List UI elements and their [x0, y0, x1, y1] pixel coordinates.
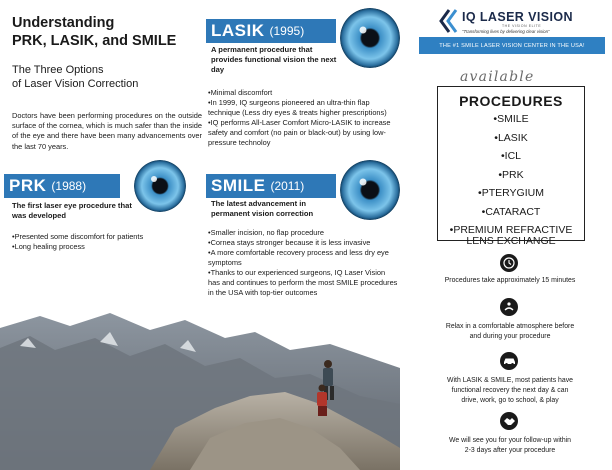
prk-name: PRK	[9, 176, 47, 195]
prk-eye-image	[134, 160, 186, 212]
feature-text-recovery	[420, 376, 600, 407]
procedures-title: PROCEDURES	[459, 93, 563, 109]
title-line-1: Understanding	[12, 15, 115, 31]
procedure-item-line: •PREMIUM REFRACTIVE	[449, 223, 573, 236]
prk-bullet: •Presented some discomfort for patients	[12, 232, 144, 241]
feature-text-line: drive, work, go to school, & play	[461, 397, 559, 405]
feature-text-line: functional recovery the next day & can	[451, 387, 569, 395]
intro-paragraph: Doctors have been performing procedures on the outside surface of the cornea, which is much safer than the inside of the eye and there have been many advancements over the last 70 years.	[12, 111, 202, 151]
prk-year: (1988)	[51, 179, 87, 193]
lasik-bullet: •IQ performs All-Laser Comfort Micro-LASIK to increase safety and comfort (no pain or black-out) by using low-pressure technoloy	[208, 118, 391, 147]
lasik-name: LASIK	[211, 21, 265, 40]
procedure-item: •PTERYGIUM	[478, 187, 544, 200]
subtitle-line-1: The Three Options	[12, 64, 104, 76]
smile-headline: The latest advancement in permanent vision correction	[211, 199, 314, 218]
smile-year: (2011)	[270, 179, 305, 193]
iq-logo-icon	[438, 8, 460, 34]
procedure-item: •LASIK	[494, 131, 528, 144]
feature-text-duration: Procedures take approximately 15 minutes	[444, 277, 576, 284]
feature-text-line: With LASIK & SMILE, most patients have	[447, 377, 573, 384]
procedure-item: •CATARACT	[481, 205, 541, 218]
smile-bullets	[208, 228, 398, 298]
brand-tagline: “Transforming lives by delivering clear vision”	[462, 29, 550, 34]
prk-bullet: •Long healing process	[12, 242, 85, 251]
procedure-item: •SMILE	[493, 113, 529, 125]
lasik-heading-tag	[206, 19, 336, 43]
available-label: available	[460, 69, 535, 85]
smile-name: SMILE	[211, 176, 266, 195]
smile-bullet: •Thanks to our experienced surgeons, IQ Laser Vision has and continues to perform the most SMILE procedures in the USA with top-tier outcomes	[208, 268, 398, 297]
subtitle-line-2: of Laser Vision Correction	[12, 78, 139, 90]
prk-headline: The first laser eye procedure that was developed	[12, 201, 132, 220]
brand-name: IQ LASER VISION	[462, 10, 573, 24]
lasik-bullets	[208, 88, 398, 148]
handshake-icon	[500, 412, 518, 430]
page-title	[12, 14, 202, 50]
feature-text-line: Relax in a comfortable atmosphere before	[445, 323, 575, 330]
mountain-hiker-photo	[0, 308, 400, 470]
title-line-2: PRK, LASIK, and SMILE	[12, 33, 177, 49]
lasik-headline: A permanent procedure that provides functional vision the next day	[211, 45, 337, 74]
car-icon	[500, 352, 518, 370]
brand-subtitle: THE VISION ELITE	[502, 24, 542, 28]
page-subtitle	[12, 63, 202, 91]
lasik-eye-image	[340, 8, 400, 68]
relax-icon	[500, 298, 518, 316]
smile-bullet: •Cornea stays stronger because it is less invasive	[208, 238, 371, 247]
lasik-bullet: •In 1999, IQ surgeons pioneered an ultra-thin flap technique (Less dry eyes & treats higher prescriptions)	[208, 98, 387, 117]
procedure-item: •PRK	[498, 168, 524, 181]
smile-eye-image	[340, 160, 400, 220]
smile-heading-tag	[206, 174, 336, 198]
feature-text-line: We will see you for your follow-up within	[448, 437, 572, 444]
prk-bullets	[12, 232, 202, 252]
top-banner: THE #1 SMILE LASER VISION CENTER IN THE USA!	[419, 37, 605, 54]
procedure-item	[437, 222, 585, 248]
lasik-bullet: •Minimal discomfort	[208, 88, 273, 97]
feature-text-line: 2-3 days after your procedure	[464, 447, 556, 455]
clock-icon	[500, 254, 518, 272]
prk-heading-tag	[4, 174, 120, 198]
procedures-list	[437, 110, 585, 248]
lasik-year: (1995)	[269, 24, 305, 38]
feature-text-followup	[420, 436, 600, 456]
smile-bullet: •Smaller incision, no flap procedure	[208, 228, 324, 237]
procedure-item: •ICL	[500, 150, 521, 163]
feature-text-relax	[420, 322, 600, 342]
feature-text-line: and during your procedure	[469, 333, 551, 341]
smile-bullet: •A more comfortable recovery process and less dry eye symptoms	[208, 248, 389, 267]
procedure-item-line: LENS EXCHANGE	[466, 235, 556, 248]
